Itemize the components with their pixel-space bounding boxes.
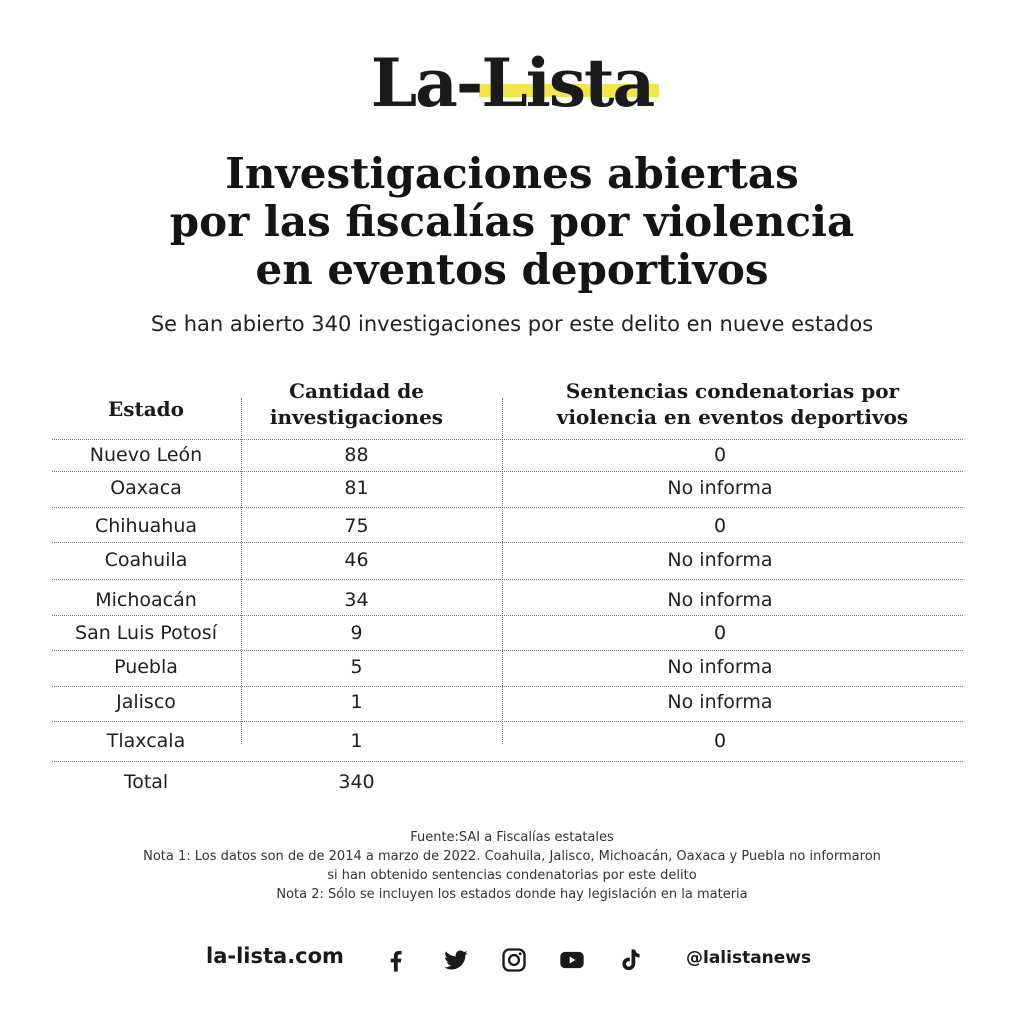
cell-sentencias: 0 (713, 730, 727, 752)
cell-estado: Nuevo León (89, 444, 203, 466)
title-line: en eventos deportivos (255, 245, 769, 294)
cell-sentencias: 0 (713, 444, 727, 466)
site-link[interactable]: la-lista.com (206, 944, 344, 968)
logo-highlight: Lista (481, 44, 654, 122)
column-header-text: Estado (107, 397, 185, 421)
source-line: Fuente:SAI a Fiscalías estatales (410, 830, 614, 845)
tiktok-icon[interactable] (616, 946, 644, 974)
column-header-cantidad (243, 378, 470, 430)
column-header-text: violencia en eventos deportivos (556, 405, 909, 429)
row-divider (52, 507, 963, 508)
brand-logo (0, 44, 1024, 122)
cell-cantidad: 9 (350, 622, 363, 644)
cell-cantidad: 88 (344, 444, 369, 466)
cell-estado: Puebla (114, 656, 178, 678)
row-divider (52, 542, 963, 543)
facebook-icon[interactable] (382, 946, 410, 974)
row-divider (52, 471, 963, 472)
footer (0, 940, 1024, 980)
logo-prefix: La- (370, 44, 482, 122)
title-line: por las fiscalías por violencia (169, 197, 855, 246)
page-subtitle: Se han abierto 340 investigaciones por este delito en nueve estados (150, 312, 874, 336)
cell-estado: Chihuahua (94, 515, 198, 537)
note-1-line-1: Nota 1: Los datos son de de 2014 a marzo de 2022. Coahuila, Jalisco, Michoacán, Oaxaca y Puebla no informaron (143, 849, 881, 864)
cell-cantidad: 46 (344, 549, 369, 571)
cell-estado: Tlaxcala (106, 730, 186, 752)
cell-sentencias: No informa (667, 477, 773, 499)
source-notes (0, 828, 1024, 904)
column-divider (241, 398, 242, 744)
page-title (0, 150, 1024, 294)
cell-estado: Coahuila (104, 549, 188, 571)
column-header-text: Sentencias condenatorias por (565, 379, 900, 403)
total-value: 340 (338, 771, 375, 793)
cell-cantidad: 5 (350, 656, 363, 678)
cell-cantidad: 75 (344, 515, 369, 537)
column-header-sentencias (505, 378, 960, 430)
cell-sentencias: 0 (713, 622, 727, 644)
cell-sentencias: No informa (667, 589, 773, 611)
cell-sentencias: No informa (667, 549, 773, 571)
column-header-text: Cantidad de (289, 379, 424, 403)
instagram-icon[interactable] (500, 946, 528, 974)
cell-cantidad: 34 (344, 589, 369, 611)
cell-estado: Michoacán (95, 589, 197, 611)
cell-sentencias: No informa (667, 691, 773, 713)
cell-cantidad: 1 (350, 691, 363, 713)
cell-estado: Oaxaca (110, 477, 182, 499)
twitter-icon[interactable] (442, 946, 470, 974)
row-divider (52, 721, 963, 722)
cell-sentencias: No informa (667, 656, 773, 678)
title-line: Investigaciones abiertas (225, 149, 799, 198)
cell-estado: Jalisco (116, 691, 176, 713)
row-divider (52, 439, 963, 440)
column-divider (502, 398, 503, 744)
row-divider (52, 615, 963, 616)
row-divider (52, 761, 963, 762)
note-2: Nota 2: Sólo se incluyen los estados donde hay legislación en la materia (276, 887, 748, 902)
column-header-text: investigaciones (269, 405, 444, 429)
cell-estado: San Luis Potosí (75, 622, 217, 644)
column-header-estado (52, 396, 240, 422)
cell-cantidad: 81 (344, 477, 369, 499)
cell-cantidad: 1 (350, 730, 363, 752)
row-divider (52, 650, 963, 651)
social-handle[interactable]: @lalistanews (686, 948, 812, 968)
row-divider (52, 579, 963, 580)
youtube-icon[interactable] (558, 946, 586, 974)
total-label: Total (123, 771, 169, 793)
note-1-line-2: si han obtenido sentencias condenatorias por este delito (327, 868, 697, 883)
cell-sentencias: 0 (713, 515, 727, 537)
row-divider (52, 686, 963, 687)
